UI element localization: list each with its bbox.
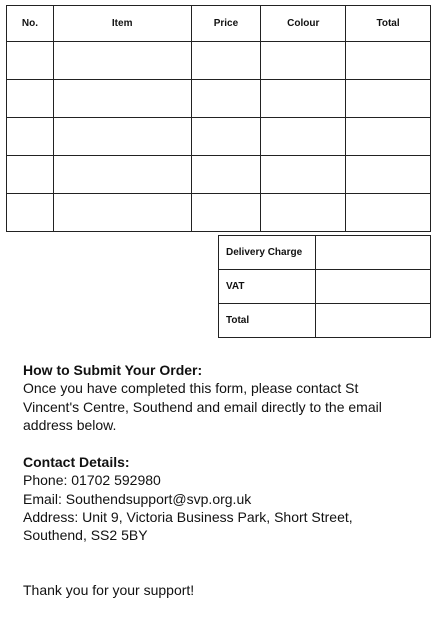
table-cell[interactable] <box>191 118 261 156</box>
table-row <box>7 156 431 194</box>
delivery-charge-label: Delivery Charge <box>219 236 316 270</box>
delivery-charge-row <box>219 236 431 270</box>
delivery-charge-value-cell[interactable] <box>315 236 430 270</box>
table-cell[interactable] <box>53 156 191 194</box>
table-row <box>7 42 431 80</box>
header-price: Price <box>191 6 261 42</box>
submit-line-1: Once you have completed this form, please contact St <box>23 380 359 397</box>
table-cell[interactable] <box>7 156 54 194</box>
total-row <box>219 304 431 338</box>
table-cell[interactable] <box>191 156 261 194</box>
total-label: Total <box>219 304 316 338</box>
submit-heading: How to Submit Your Order: <box>23 362 203 378</box>
table-row <box>7 118 431 156</box>
table-cell[interactable] <box>53 42 191 80</box>
vat-row <box>219 270 431 304</box>
table-cell[interactable] <box>191 80 261 118</box>
table-cell[interactable] <box>7 42 54 80</box>
table-cell[interactable] <box>346 80 431 118</box>
vat-label: VAT <box>219 270 316 304</box>
table-cell[interactable] <box>261 156 346 194</box>
table-cell[interactable] <box>7 118 54 156</box>
table-cell[interactable] <box>346 156 431 194</box>
table-cell[interactable] <box>53 194 191 232</box>
table-cell[interactable] <box>261 118 346 156</box>
header-no: No. <box>7 6 54 42</box>
table-cell[interactable] <box>346 194 431 232</box>
submit-section <box>23 361 422 434</box>
table-cell[interactable] <box>7 194 54 232</box>
table-cell[interactable] <box>261 80 346 118</box>
table-cell[interactable] <box>191 194 261 232</box>
header-colour: Colour <box>261 6 346 42</box>
totals-table <box>218 235 431 338</box>
table-cell[interactable] <box>7 80 54 118</box>
table-row <box>7 194 431 232</box>
contact-heading: Contact Details: <box>23 454 130 470</box>
contact-section <box>23 453 422 544</box>
total-value-cell[interactable] <box>315 304 430 338</box>
table-cell[interactable] <box>346 118 431 156</box>
order-table <box>6 5 431 232</box>
contact-phone: Phone: 01702 592980 <box>23 472 161 489</box>
thanks-message: Thank you for your support! <box>23 582 195 598</box>
table-cell[interactable] <box>53 118 191 156</box>
table-cell[interactable] <box>346 42 431 80</box>
submit-line-2: Vincent's Centre, Southend and email directly to the email <box>23 398 382 415</box>
order-table-body <box>7 42 431 232</box>
table-cell[interactable] <box>261 42 346 80</box>
table-cell[interactable] <box>261 194 346 232</box>
order-table-header-row <box>7 6 431 42</box>
table-cell[interactable] <box>53 80 191 118</box>
table-row <box>7 80 431 118</box>
header-total: Total <box>346 6 431 42</box>
contact-address-line-1: Address: Unit 9, Victoria Business Park, Short Street, <box>23 508 353 525</box>
submit-line-3: address below. <box>23 416 117 433</box>
vat-value-cell[interactable] <box>315 270 430 304</box>
header-item: Item <box>53 6 191 42</box>
table-cell[interactable] <box>191 42 261 80</box>
contact-address-line-2: Southend, SS2 5BY <box>23 527 148 544</box>
contact-email: Email: Southendsupport@svp.org.uk <box>23 490 252 507</box>
